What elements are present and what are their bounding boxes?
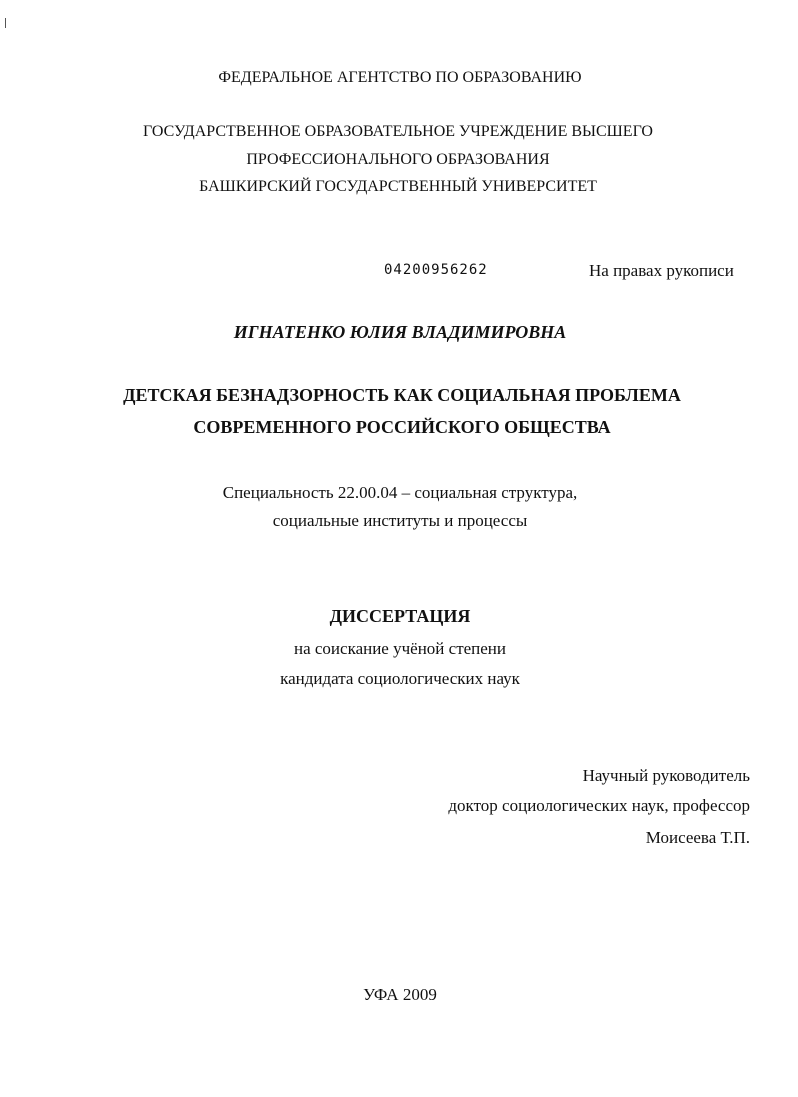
institution-line-3: БАШКИРСКИЙ ГОСУДАРСТВЕННЫЙ УНИВЕРСИТЕТ [199,178,597,195]
institution-line-2: ПРОФЕССИОНАЛЬНОГО ОБРАЗОВАНИЯ [246,151,550,168]
author-name: ИГНАТЕНКО ЮЛИЯ ВЛАДИМИРОВНА [233,322,567,342]
work-type-heading: ДИССЕРТАЦИЯ [329,606,471,626]
institution-line-1: ГОСУДАРСТВЕННОЕ ОБРАЗОВАТЕЛЬНОЕ УЧРЕЖДЕНИЕ ВЫСШЕГО [143,123,653,140]
thesis-title-line-2: СОВРЕМЕННОГО РОССИЙСКОГО ОБЩЕСТВА [193,417,611,437]
city-year: УФА 2009 [363,985,437,1004]
specialty-line-2: социальные институты и процессы [272,511,528,530]
thesis-title-line-1: ДЕТСКАЯ БЕЗНАДЗОРНОСТЬ КАК СОЦИАЛЬНАЯ ПРОБЛЕМА [123,385,681,405]
agency-heading: ФЕДЕРАЛЬНОЕ АГЕНТСТВО ПО ОБРАЗОВАНИЮ [218,69,582,86]
registry-code: 04200956262 [384,262,488,278]
manuscript-rights-note: На правах рукописи [589,261,734,280]
scan-artifact-mark [5,18,6,28]
degree-line-2: кандидата социологических наук [280,669,520,688]
supervisor-role: Научный руководитель [582,766,750,785]
specialty-line-1: Специальность 22.00.04 – социальная структура, [222,483,578,502]
supervisor-name: Моисеева Т.П. [645,828,750,847]
supervisor-credentials: доктор социологических наук, профессор [448,796,750,815]
degree-line-1: на соискание учёной степени [293,639,507,658]
